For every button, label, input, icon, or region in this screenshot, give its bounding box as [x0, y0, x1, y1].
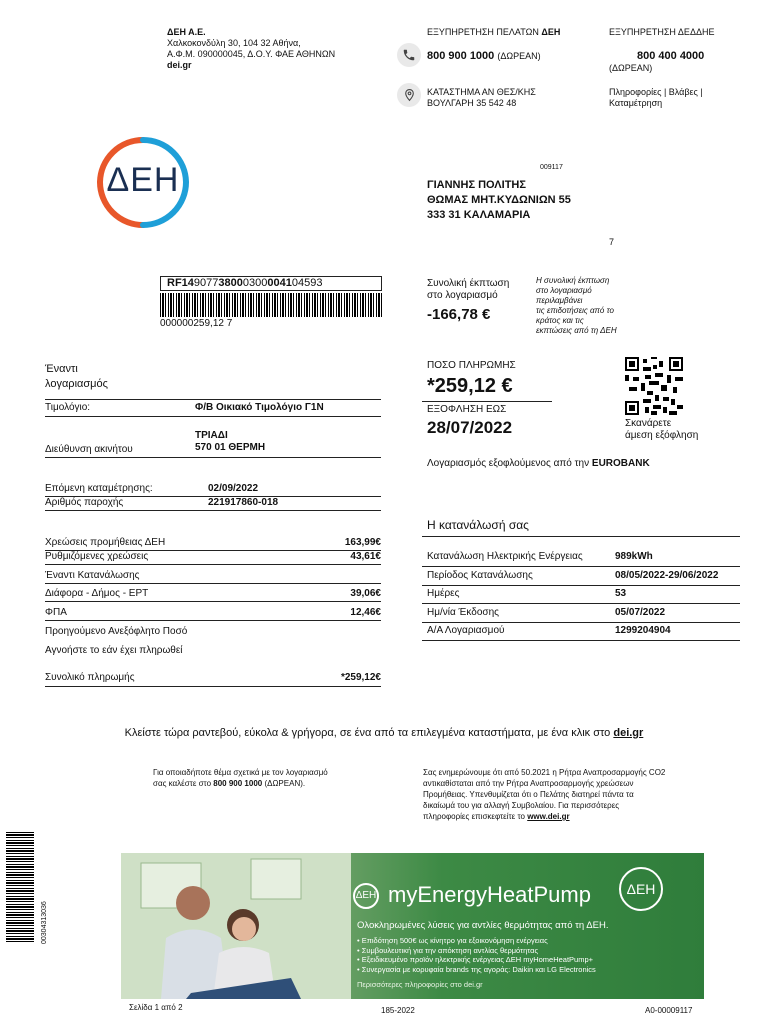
deddie-info: Πληροφορίες | Βλάβες | Καταμέτρηση [609, 87, 703, 108]
discount-note-line: τις επιδοτήσεις από το [536, 306, 614, 315]
barcode-text: 000000259,12 7 [160, 318, 233, 329]
payment-barcode [160, 293, 382, 317]
banner-logo-large: ΔΕΗ [619, 867, 663, 911]
page-number: Σελίδα 1 από 2 [129, 1003, 183, 1012]
banner-bullet: • Εξειδικευμένο προϊόν ηλεκτρικής ενέργειας ΔΕΗ myHomeHeatPump+ [357, 955, 594, 964]
deddie-phone[interactable]: 800 400 4000 (ΔΩΡΕΑΝ) [609, 50, 705, 73]
consumption-row: Περίοδος Κατανάλωσης 08/05/2022-29/06/2022 [427, 569, 719, 581]
supply-number-row: Αριθμός παροχής 221917860-018 [45, 497, 279, 508]
charge-row: Προηγούμενο Ανεξόφλητο Ποσό [45, 626, 188, 637]
deddie-title: ΕΞΥΠΗΡΕΤΗΣΗ ΔΕΔΔΗΕ [609, 27, 715, 37]
consumption-heading: Η κατανάλωσή σας [427, 518, 529, 532]
banner-footer: Περισσότερες πληροφορίες στο dei.gr [357, 980, 483, 989]
bullet-icon: • [357, 964, 362, 974]
heat-pump-banner[interactable] [121, 853, 704, 999]
discount-amount: -166,78 € [427, 306, 491, 323]
location-pin-icon [397, 83, 421, 107]
consumption-row: Α/Α Λογαριασμού 1299204904 [427, 625, 671, 636]
bullet-icon: • [357, 945, 362, 955]
consumption-row: Ημέρες 53 [427, 588, 627, 599]
discount-note-line: εκπτώσεις από τη ΔΕΗ [536, 326, 617, 335]
discount-note-line: περιλαμβάνει [536, 296, 583, 305]
qr-caption: Σκανάρετε άμεση εξόφληση [625, 418, 699, 441]
payment-code: RF14907738000300004104593 [160, 276, 382, 291]
info-right-line: Προμήθειας. Υπενθυμίζεται ότι ο Πελάτης διατηρεί πάντα τα [423, 790, 634, 799]
banner-bullet: • Συμβουλευτική για την απόκτηση αντλίας θερμότητας [357, 945, 539, 955]
recipient-code: 009117 [540, 164, 563, 171]
info-right-line: αντικαθίσταται από την Ρήτρα Αναπροσαρμογής χρεώσεων [423, 779, 634, 788]
charge-row: Αγνοήστε το εάν έχει πληρωθεί [45, 645, 183, 656]
banner-bullet: • Συνεργασία με κορυφαία brands της αγοράς: Daikin και LG Electronics [357, 964, 596, 974]
bank-info: Λογαριασμός εξοφλούμενος από την EUROBANK [427, 458, 650, 469]
side-barcode [6, 832, 34, 944]
banner-photo [121, 853, 351, 999]
footer-ref: A0-00009117 [645, 1006, 693, 1015]
footer-code: 185-2022 [381, 1006, 415, 1015]
customer-phone[interactable]: 800 900 1000 (ΔΩΡΕΑΝ) [427, 50, 541, 62]
banner-bullet: • Επιδότηση 500€ ως κίνητρο για εξοικονόμηση ενέργειας [357, 936, 548, 945]
company-web-link[interactable]: dei.gr [167, 60, 192, 70]
company-info [167, 27, 377, 71]
account-heading: Έναντι λογαριασμός [45, 363, 108, 390]
discount-note-line: Η συνολική έκπτωση [536, 276, 610, 285]
banner-bullets [357, 936, 697, 974]
discount-note-line: στο λογαριασμό [536, 286, 592, 295]
phone-icon [397, 43, 421, 67]
next-reading-row: Επόμενη καταμέτρησης: 02/09/2022 [45, 483, 259, 494]
discount-note-line: κράτος και τις [536, 316, 584, 325]
charge-row: Διάφορα - Δήμος - ΕΡΤ 39,06€ [45, 588, 381, 599]
promo-link[interactable]: dei.gr [613, 727, 644, 739]
consumption-row: Ημ/νία Έκδοσης 05/07/2022 [427, 606, 666, 618]
store-address: ΚΑΤΑΣΤΗΜΑ ΑΝ ΘΕΣ/ΚΗΣ ΒΟΥΛΓΑΡΗ 35 542 48 [427, 87, 536, 108]
dei-website-link[interactable]: www.dei.gr [527, 812, 570, 821]
company-tax: Α.Φ.Μ. 090000045, Δ.Ο.Υ. ΦΑΕ ΑΘΗΝΩΝ [167, 49, 336, 59]
due-date: 28/07/2022 [427, 418, 513, 437]
total-row: Συνολικό πληρωμής *259,12€ [45, 672, 381, 683]
property-address-label: Διεύθυνση ακινήτου [45, 444, 133, 455]
discount-note [536, 276, 636, 336]
invoice-row: Τιμολόγιο: Φ/Β Οικιακό Τιμολόγιο Γ1Ν [45, 402, 324, 413]
banner-subtitle: Ολοκληρωμένες λύσεις για αντλίες θερμότητας από τη ΔΕΗ. [357, 920, 609, 931]
property-address-value: ΤΡΙΑΔΙ 570 01 ΘΕΡΜΗ [195, 430, 266, 453]
charge-row: Ρυθμιζόμενες χρεώσεις 43,61€ [45, 551, 381, 562]
info-right: Σας ενημερώνουμε ότι από 50.2021 η Ρήτρα Αναπροσαρμογής CO2 αντικαθίσταται από την Ρήτρα Αναπροσαρμογής χρεώσεων Προμήθειας. Υπενθυμίζεται ότι ο Πελάτης διατηρεί πάντα τα δικαίωμά του για αλλαγή Συμβολαίου. Για περισσότερες πληροφορίες επισκεφτείτε το www.dei.gr [423, 767, 723, 822]
charge-row: Έναντι Κατανάλωσης [45, 570, 140, 581]
amount-label: ΠΟΣΟ ΠΛΗΡΩΜΗΣ [427, 360, 516, 371]
recipient-address: ΓΙΑΝΝΗΣ ΠΟΛΙΤΗΣ ΘΩΜΑΣ ΜΗΤ.ΚΥΔΩΝΙΩΝ 55 333 31 ΚΑΛΑΜΑΡΙΑ [427, 179, 571, 221]
bullet-icon: • [357, 955, 362, 964]
banner-title: myEnergyHeatPump [388, 882, 591, 907]
dei-logo [94, 136, 192, 228]
company-name: ΔΕΗ Α.Ε. [167, 27, 206, 37]
charge-row: ΦΠΑ 12,46€ [45, 607, 381, 618]
bullet-icon: • [357, 936, 362, 945]
consumption-row: Κατανάλωση Ηλεκτρικής Ενέργειας 989kWh [427, 551, 653, 562]
company-address: Χαλκοκονδύλη 30, 104 32 Αθήνα, [167, 38, 301, 48]
due-label: ΕΞΟΦΛΗΣΗ ΕΩΣ [427, 404, 507, 415]
info-right-line: Σας ενημερώνουμε ότι από 50.2021 η Ρήτρα Αναπροσαρμογής CO2 [423, 768, 666, 777]
banner-logo: ΔΕΗ [353, 883, 379, 909]
info-left: Για οποιαδήποτε θέμα σχετικά με τον λογαριασμό σας καλέστε στο 800 900 1000 (ΔΩΡΕΑΝ). [153, 768, 328, 788]
payment-amount: *259,12 € [427, 375, 513, 397]
side-barcode-text: 00304313036 [41, 901, 48, 944]
promo-text: Κλείστε τώρα ραντεβού, εύκολα & γρήγορα, σε ένα από τα επιλεγμένα καταστήματα, με ένα κλικ στο dei.gr [124, 727, 644, 739]
charge-row: Χρεώσεις προμήθειας ΔΕΗ 163,99€ [45, 537, 381, 548]
recipient-mark: 7 [609, 237, 615, 247]
qr-code[interactable] [625, 357, 683, 415]
customer-support-title: ΕΞΥΠΗΡΕΤΗΣΗ ΠΕΛΑΤΩΝ ΔΕΗ [427, 27, 561, 37]
logo-text: ΔΕΗ [106, 161, 180, 199]
discount-label: Συνολική έκπτωση στο λογαριασμό [427, 278, 510, 301]
info-right-line: δικαίωμά του για αλλαγή Συμβολαίου. Για περισσότερες [423, 801, 620, 810]
